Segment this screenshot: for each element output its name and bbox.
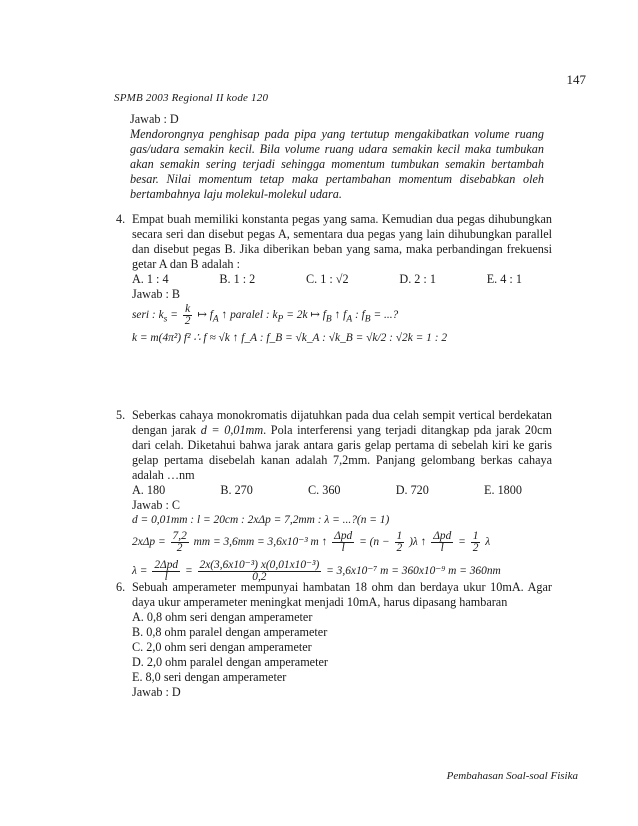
- q5-answer: Jawab : C: [132, 498, 181, 512]
- q4-option-e: E. 4 : 1: [486, 272, 522, 286]
- q4-answer: Jawab : B: [132, 287, 181, 301]
- q6-option-c: C. 2,0 ohm seri dengan amperameter: [132, 640, 312, 654]
- page-number: 147: [566, 72, 586, 87]
- q4-option-a: A. 1 : 4: [132, 272, 169, 286]
- q5-option-b: B. 270: [220, 483, 253, 497]
- q6-text: Sebuah amperameter mempunyai hambatan 18 ohm dan berdaya ukur 10mA. Agar daya ukur amperameter meningkat menjadi 10mA, harus dipasang hambaran: [132, 580, 552, 609]
- q4-work-line-1: seri : $k_s$ = $\frac{k}{2}$ ↦ $f_A$ ↑ paralel : $k_P = 2k$ ↦ $f_B$ ↑ $f_A$ : $f_B$ = ...?: [132, 303, 399, 327]
- q5-work-line-2: 2xΔp = $\frac{7,2}{2}$ mm = 3,6mm = 3,6x10⁻³ m ↑ $\frac{\text{Δpd}}{l}$ = (n − $\frac{1}{2}$ )λ ↑ $\frac{\text{Δpd}}{l}$ = $\frac{1}{2}$ λ: [132, 530, 491, 554]
- q5-work-line-1: d = 0,01mm : l = 20cm : 2xΔp = 7,2mm : λ = ...?(n = 1): [132, 514, 390, 526]
- q5-block: [116, 408, 552, 583]
- q6-option-b: B. 0,8 ohm paralel dengan amperameter: [132, 625, 328, 639]
- q3-block: [130, 112, 544, 202]
- q6-option-a: A. 0,8 ohm seri dengan amperameter: [132, 610, 313, 624]
- q4-option-c: C. 1 : √2: [306, 272, 349, 286]
- q6-answer: Jawab : D: [132, 685, 181, 699]
- q6-block: [116, 580, 552, 700]
- q5-text: Seberkas cahaya monokromatis dijatuhkan pada dua celah sempit vertical berdekatan dengan jarak d = 0,01mm. Pola interferensi yang terjadi ditangkap pda jarak 20cm dari celah. Diketahui bahwa jarak antara garis gelap pertama di sebelah kiri ke garis gelap pertama disebelah kanan adalah 7,2mm. Panjang gelombang berkas cahaya adalah …nm: [132, 408, 552, 482]
- q6-number: 6.: [116, 580, 126, 594]
- q4-options: [132, 272, 522, 287]
- q6-option-d: D. 2,0 ohm paralel dengan amperameter: [132, 655, 328, 669]
- q4-work-line-2: k = m(4π²) f² ∴ f ≈ √k ↑ f_A : f_B = √k_A : √k_B = √k/2 : √2k = 1 : 2: [132, 332, 448, 344]
- q5-option-a: A. 180: [132, 483, 166, 497]
- q3-explanation: Mendorongnya penghisap pada pipa yang tertutup mengakibatkan volume ruang gas/udara semakin kecil. Bila volume ruang udara semakin kecil maka tumbukan akan semakin sering terjadi sehingga momentum tumbukan semakin bertambah besar. Nilai momentum tetap maka pertambahan momentum disebabkan oleh bertambahnya laju molekul-molekul udara.: [130, 127, 544, 201]
- q4-block: [116, 212, 552, 345]
- q4-option-d: D. 2 : 1: [399, 272, 436, 286]
- q5-option-c: C. 360: [308, 483, 341, 497]
- q4-number: 4.: [116, 212, 126, 226]
- q3-answer: Jawab : D: [130, 112, 179, 126]
- q5-option-e: E. 1800: [484, 483, 522, 497]
- running-head: SPMB 2003 Regional II kode 120: [114, 92, 269, 104]
- q4-text: Empat buah memiliki konstanta pegas yang sama. Kemudian dua pegas dihubungkan secara seri dan disebut pegas A, sementara dua pegas yang lain dihubungkan parallel dan disebut pegas B. Jika diberikan beban yang sama, maka perbandingan frekuensi getar A dan B adalah :: [132, 212, 552, 271]
- q5-option-d: D. 720: [395, 483, 429, 497]
- q5-number: 5.: [116, 408, 126, 422]
- q6-option-e: E. 8,0 seri dengan amperameter: [132, 670, 287, 684]
- page-footer: Pembahasan Soal-soal Fisika: [446, 770, 578, 782]
- q5-options: [132, 483, 522, 498]
- q5-work-line-3: λ = $\frac{\text{2Δpd}}{l}$ = $\frac{\text{2x(3,6x10⁻³) x(0,01x10⁻³)}}{0,2}$ = 3,6x10⁻⁷ m = 360x10⁻⁹ m = 360nm: [132, 559, 501, 583]
- q4-option-b: B. 1 : 2: [219, 272, 256, 286]
